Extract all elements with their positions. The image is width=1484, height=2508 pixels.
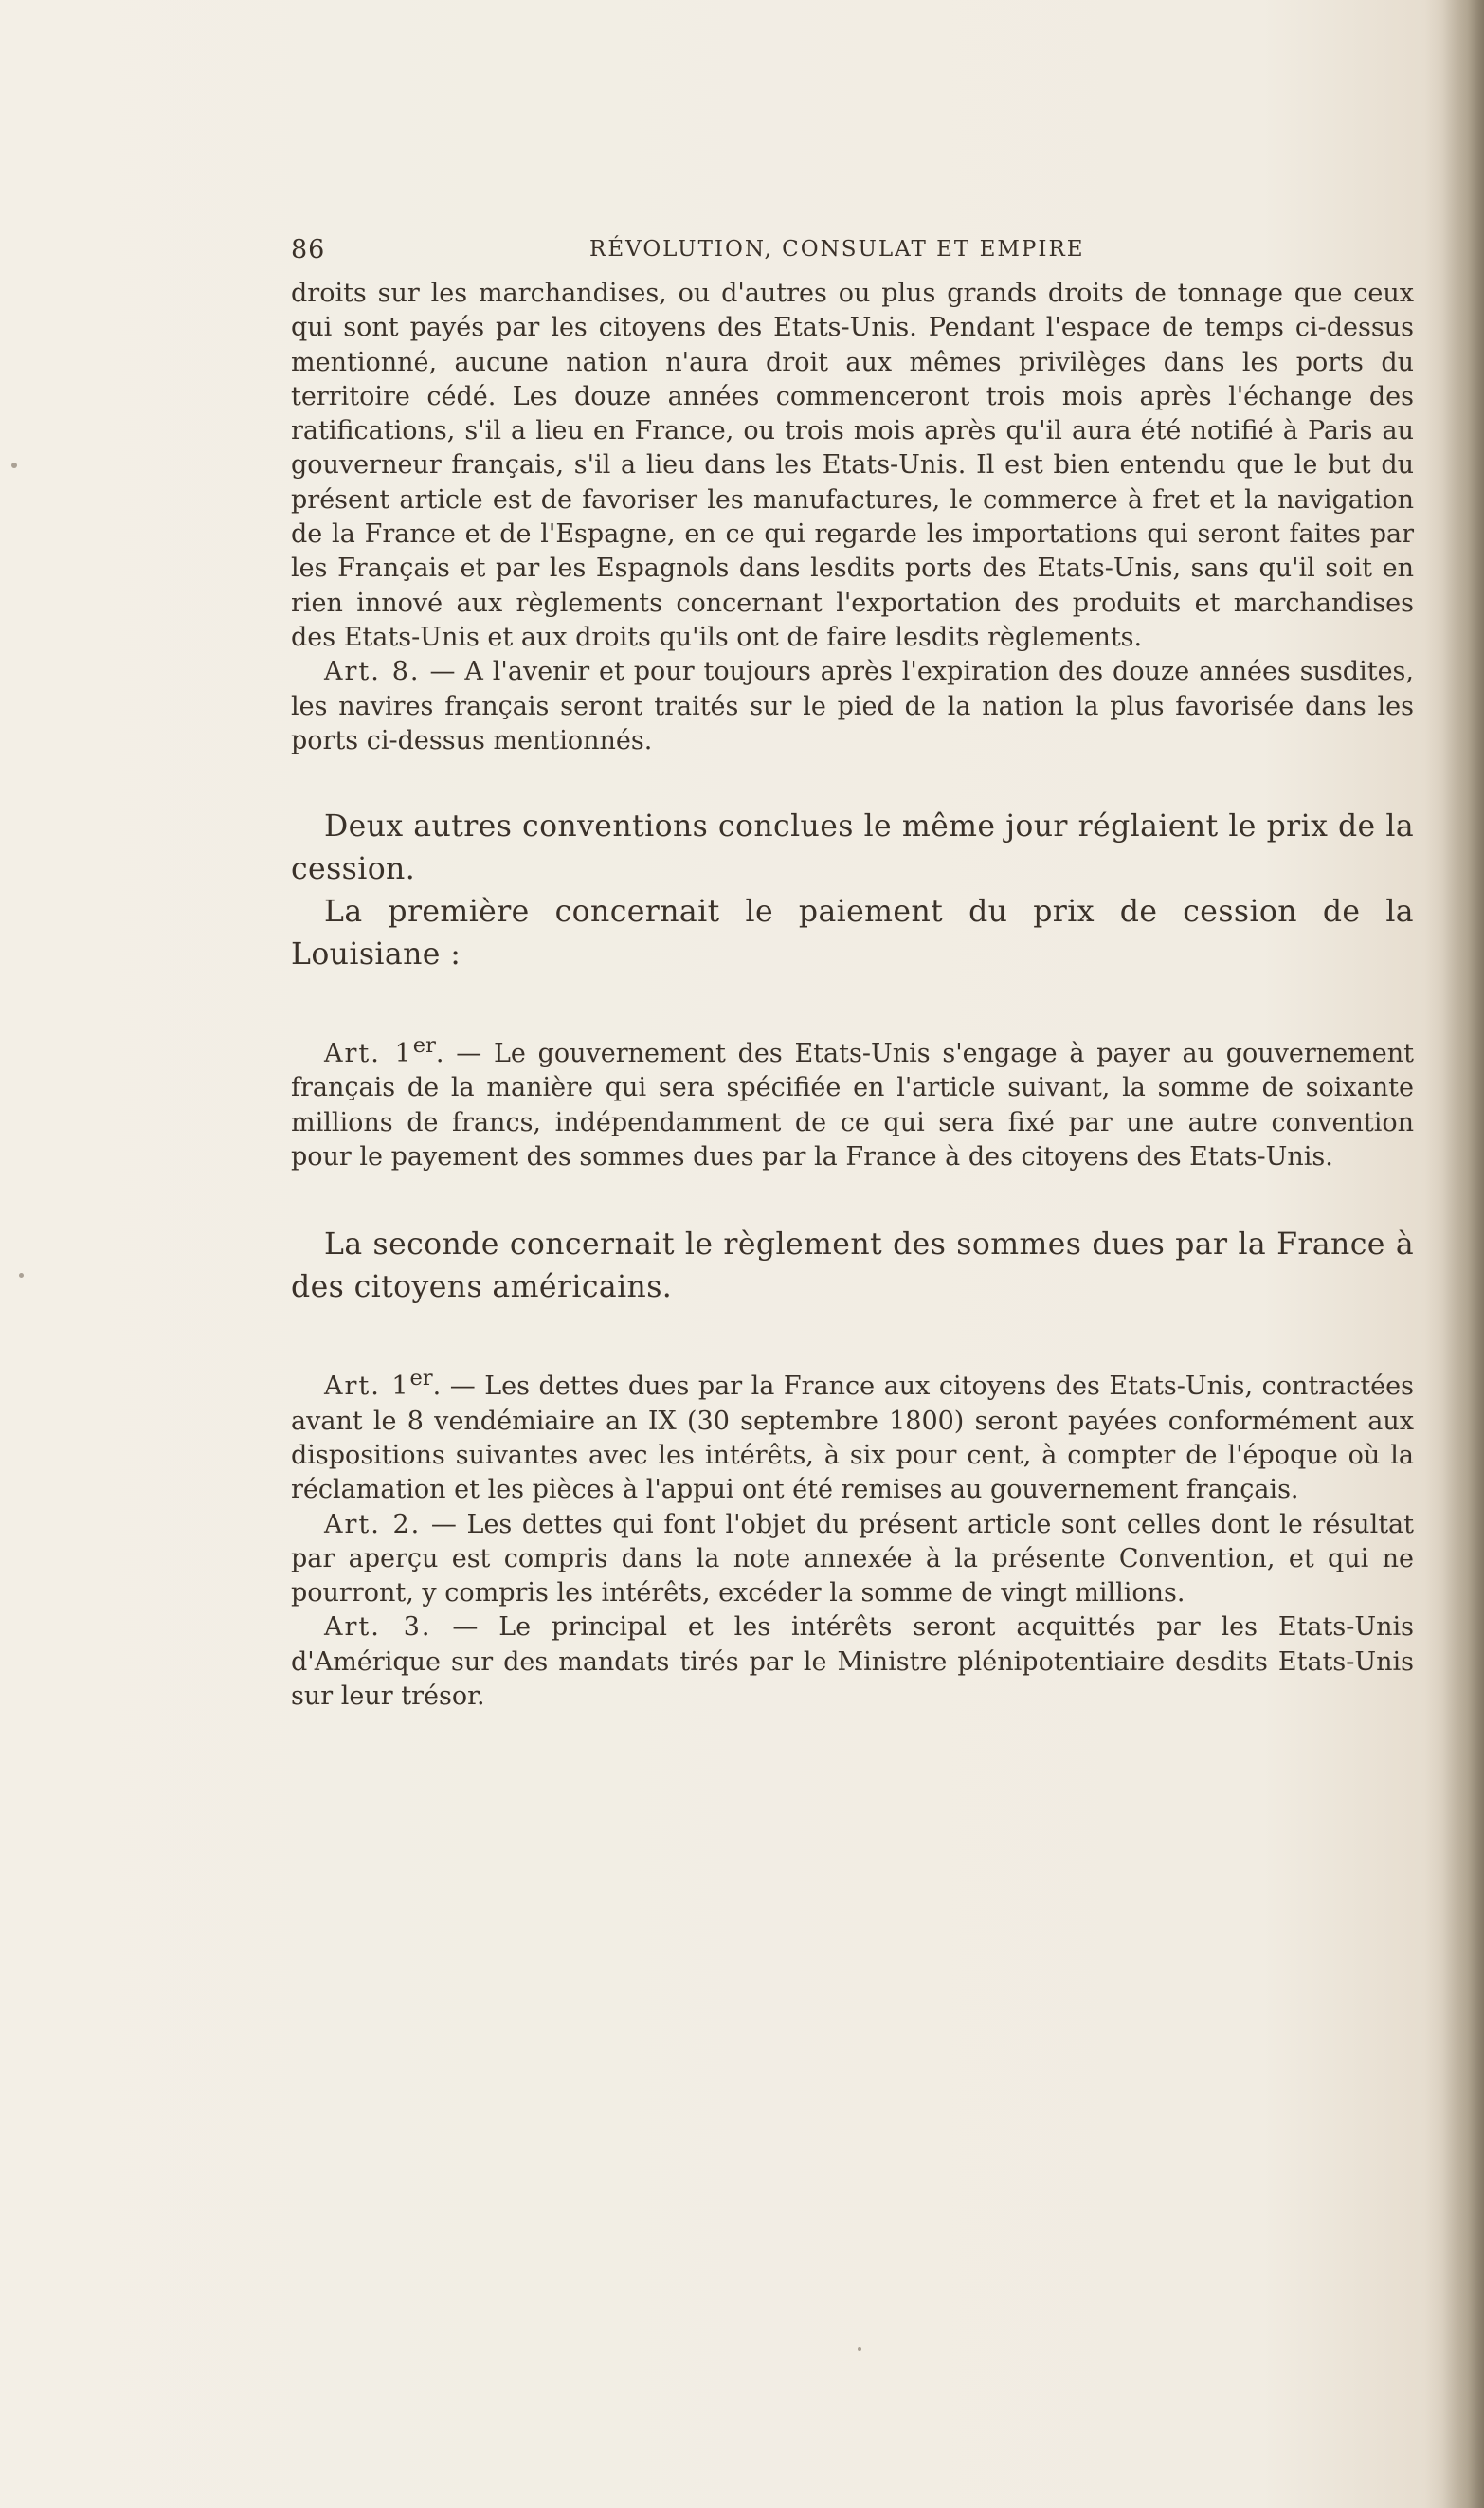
page-header: [291, 235, 1414, 273]
convention-1-article-1-superscript: er: [412, 1033, 436, 1059]
convention-2-article-1-text: . — Les dettes dues par la France aux citoyens des Etats-Unis, contractées avant le 8 vendémiaire an IX (30 septembre 1800) seront payées conformément aux dispositions suivantes avec les intérêts, à six pour cent, à compter de l'époque où la réclamation et les pièces à l'appui ont été remises au gouvernement français.: [291, 1372, 1414, 1505]
convention-2-article-2-text: — Les dettes qui font l'objet du présent article sont celles dont le résultat par aperçu est compris dans la note annexée à la présente Convention, et qui ne pourront, y compris les intérêts, excéder la somme de vingt millions.: [291, 1509, 1414, 1608]
convention-2-article-1-label: Art. 1: [324, 1372, 410, 1402]
spacer: [291, 976, 1414, 1028]
convention-1-article-1-text: . — Le gouvernement des Etats-Unis s'engage à payer au gouvernement français de la manière qui sera spécifiée en l'article suivant, la somme de soixante millions de francs, indépendamment de ce qui sera fixé par une autre convention pour le payement des sommes dues par la France à des citoyens des Etats-Unis.: [291, 1039, 1414, 1172]
spacer: [291, 1174, 1414, 1224]
article-8-text: — A l'avenir et pour toujours après l'expiration des douze années susdites, les navires français seront traités sur le pied de la nation la plus favorisée dans les ports ci-dessus mentionnés.: [291, 657, 1414, 755]
page-body: [291, 277, 1414, 1714]
convention-2-article-1-superscript: er: [409, 1366, 433, 1391]
spacer: [291, 758, 1414, 806]
treaty-article-8: [291, 655, 1414, 758]
page-edge-shadow: [1442, 0, 1484, 2508]
narrative-paragraph-second-convention: La seconde concernait le règlement des sommes dues par la France à des citoyens américains.: [291, 1227, 1414, 1305]
article-7-continuation-text: droits sur les marchandises, ou d'autres ou plus grands droits de tonnage que ceux qui sont payés par les citoyens des Etats-Unis. Pendant l'espace de temps ci-dessus mentionné, aucune nation n'aura droit aux mêmes privilèges dans les ports du territoire cédé. Les douze années commenceront trois mois après l'échange des ratifications, s'il a lieu en France, ou trois mois après qu'il aura été notifié à Paris au gouverneur français, s'il a lieu dans les Etats-Unis. Il est bien entendu que le but du présent article est de favoriser les manufactures, le commerce à fret et la navigation de la France et de l'Espagne, en ce qui regarde les importations qui seront faites par les Français et par les Espagnols dans lesdits ports des Etats-Unis, sans qu'il soit en rien innové aux règlements concernant l'exportation des produits et marchandises des Etats-Unis et aux droits qu'ils ont de faire lesdits règlements.: [291, 279, 1414, 652]
page-number: 86: [291, 235, 326, 264]
convention-2-article-2: [291, 1508, 1414, 1611]
convention-2-article-1: [291, 1361, 1414, 1507]
convention-2-article-2-label: Art. 2.: [324, 1509, 422, 1539]
running-title: RÉVOLUTION, CONSULAT ET EMPIRE: [589, 237, 1085, 262]
treaty-article-7-continuation: [291, 277, 1414, 655]
convention-1-article-1: [291, 1028, 1414, 1174]
narrative-paragraph-conventions: Deux autres conventions conclues le même jour réglaient le prix de la cession.: [291, 809, 1414, 887]
spacer: [291, 1309, 1414, 1361]
convention-2-article-3-text: — Le principal et les intérêts seront acquittés par les Etats-Unis d'Amérique sur des mandats tirés par le Ministre plénipotentiaire desdits Etats-Unis sur leur trésor.: [291, 1612, 1414, 1712]
print-speck: [19, 1273, 24, 1278]
narrative-paragraph-first-convention: La première concernait le paiement du prix de cession de la Louisiane :: [291, 895, 1414, 972]
convention-2-article-3-label: Art. 3.: [324, 1612, 432, 1643]
article-8-label: Art. 8.: [324, 657, 421, 687]
print-speck: [858, 2347, 861, 2351]
convention-1-article-1-label: Art. 1: [324, 1039, 413, 1069]
convention-2-article-3: [291, 1610, 1414, 1714]
print-speck: [11, 463, 17, 468]
